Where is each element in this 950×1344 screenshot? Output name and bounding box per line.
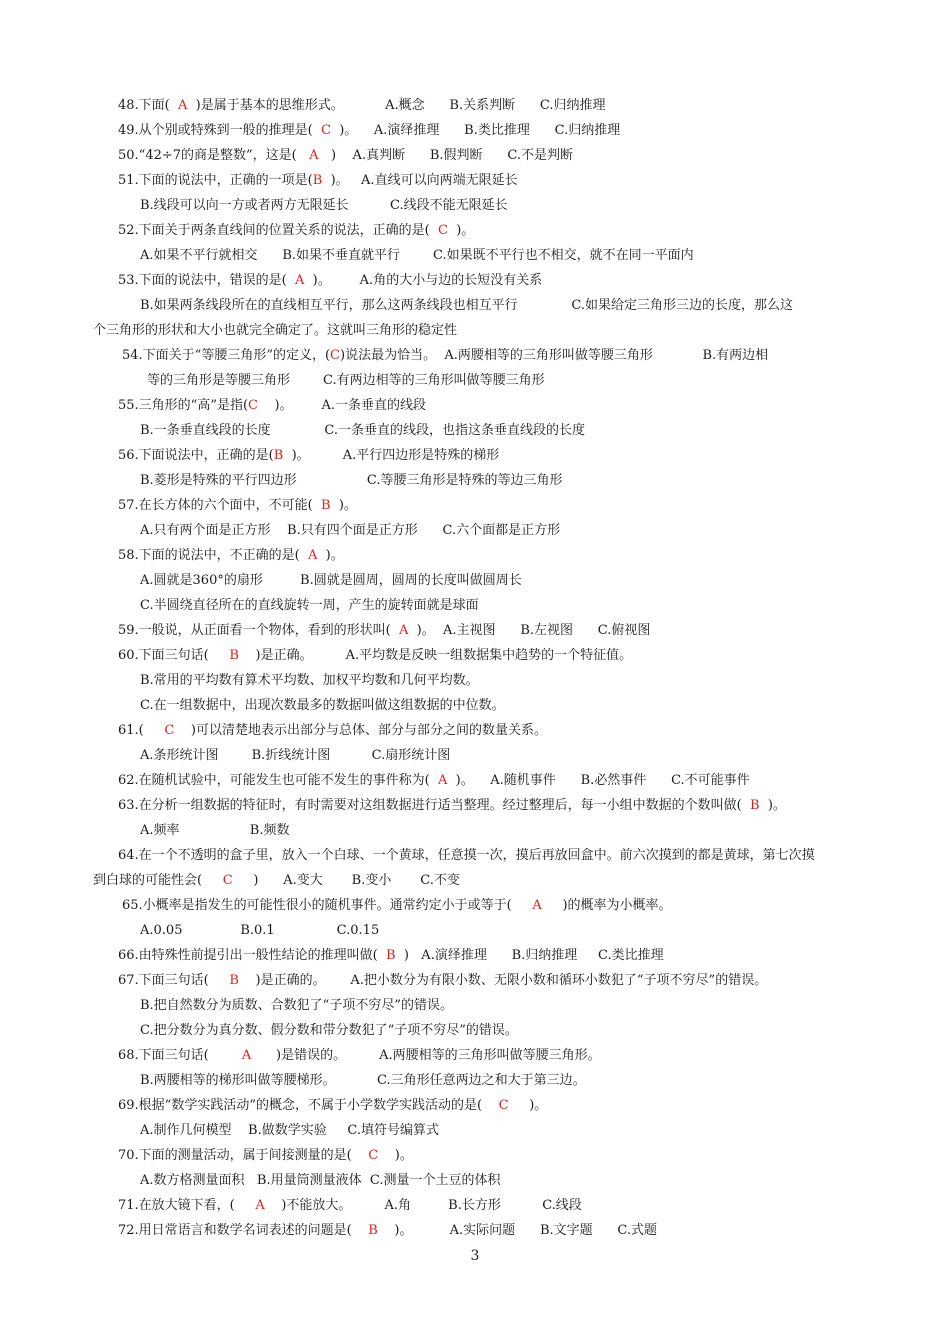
answer-letter: C [222, 873, 233, 888]
option-line [0, 746, 950, 766]
line-text-after: ) A.演绎推理 B.归纳推理 C.类比推理 [395, 948, 664, 963]
line-text: A.只有两个面是正方形 B.只有四个面是正方形 C.六个面都是正方形 [140, 523, 561, 538]
option-line [0, 321, 950, 341]
line-text: A.0.05 B.0.1 C.0.15 [140, 923, 380, 938]
line-text-after: )。 A.角的大小与边的长短没有关系 [304, 273, 543, 288]
line-text: 50.“42÷7的商是整数”，这是( [118, 148, 310, 163]
line-text: B.两腰相等的梯形叫做等腰梯形。 C.三角形任意两边之和大于第三边。 [140, 1073, 586, 1088]
line-text: 70.下面的测量活动，属于间接测量的是( [118, 1148, 369, 1163]
answer-letter: A [532, 898, 542, 913]
question-line [0, 646, 950, 666]
line-text-after: )可以清楚地表示出部分与总体、部分与部分之间的数量关系。 [174, 723, 547, 738]
option-line [0, 1071, 950, 1091]
option-line [0, 1021, 950, 1041]
line-text-after: )。 [330, 498, 357, 513]
answer-letter: A [241, 1048, 252, 1063]
line-text: B.如果两条线段所在的直线相互平行，那么这两条线段也相互平行 C.如果给定三角形三边的长度，那么这 [140, 298, 794, 313]
option-line [0, 846, 950, 866]
option-line [0, 671, 950, 691]
line-text: 56.下面说法中，正确的是( [118, 448, 274, 463]
answer-letter: B [386, 948, 396, 963]
option-line [0, 996, 950, 1016]
question-line [0, 1096, 950, 1116]
question-line [0, 796, 950, 816]
line-text-after: )是属于基本的思维形式。 A.概念 B.关系判断 C.归纳推理 [187, 98, 606, 113]
line-text-after: )是正确。 A.平均数是反映一组数据集中趋势的一个特征值。 [238, 648, 633, 663]
line-text: 53.下面的说法中，错误的是( [118, 273, 296, 288]
answer-letter: C [321, 123, 331, 138]
answer-letter: B [321, 498, 331, 513]
line-text-after: )不能放大。 A.角 B.长方形 C.线段 [264, 1198, 582, 1213]
line-text: B.常用的平均数有算术平均数、加权平均数和几何平均数。 [140, 673, 479, 688]
question-line [0, 221, 950, 241]
line-text: 58.下面的说法中，不正确的是( [118, 548, 309, 563]
question-line [0, 946, 950, 966]
line-text: B.菱形是特殊的平行四边形 C.等腰三角形是特殊的等边三角形 [140, 473, 563, 488]
line-text: 64.在一个不透明的盒子里，放入一个白球、一个黄球，任意摸一次，摸后再放回盒中。前六次摸到的都是黄球，第七次摸 [118, 848, 815, 863]
line-text: B.一条垂直线段的长度 C.一条垂直的线段，也指这条垂直线段的长度 [140, 423, 586, 438]
page-number: 3 [470, 1248, 480, 1264]
question-line [0, 171, 950, 191]
answer-letter: A [438, 773, 448, 788]
question-line [0, 621, 950, 641]
answer-letter: B [229, 648, 239, 663]
option-line [0, 296, 950, 316]
line-text-after: )。 A.随机事件 B.必然事件 C.不可能事件 [447, 773, 750, 788]
question-line [0, 346, 950, 366]
line-text: 65.小概率是指发生的可能性很小的随机事件。通常约定小于或等于( [122, 898, 533, 913]
line-text-after: )。 [447, 223, 475, 238]
option-line [0, 696, 950, 716]
line-text: 60.下面三句话( [118, 648, 230, 663]
answer-letter: A [309, 148, 319, 163]
answer-letter: C [368, 1148, 379, 1163]
option-line [0, 571, 950, 591]
line-text: 61.( [118, 723, 165, 738]
question-line [0, 546, 950, 566]
question-line [0, 146, 950, 166]
question-line [0, 1046, 950, 1066]
answer-letter: A [308, 548, 318, 563]
line-text-after: )。 A.一条垂直的线段 [258, 398, 427, 413]
line-text-after: )的概率为小概率。 [541, 898, 672, 913]
option-line [0, 471, 950, 491]
line-text: A.频率 B.频数 [140, 823, 290, 838]
line-text-after: )。 [378, 1148, 413, 1163]
line-text: 54.下面关于“等腰三角形”的定义，( [122, 348, 331, 363]
answer-letter: C [438, 223, 448, 238]
answer-letter: C [164, 723, 175, 738]
question-line [0, 1221, 950, 1241]
line-text: C.在一组数据中，出现次数最多的数据叫做这组数据的中位数。 [140, 698, 505, 713]
line-text-after: ) A.变大 B.变小 C.不变 [232, 873, 460, 888]
answer-letter: B [750, 798, 760, 813]
line-text: 59.一般说，从正面看一个物体，看到的形状叫( [118, 623, 400, 638]
line-text-after: )是正确的。 A.把小数分为有限小数、无限小数和循环小数犯了“子项不穷尽”的错误。 [238, 973, 768, 988]
line-text: 48.下面( [118, 98, 179, 113]
answer-letter: B [368, 1223, 378, 1238]
question-line [0, 1196, 950, 1216]
answer-letter: A [178, 98, 188, 113]
line-text: 71.在放大镜下看，( [118, 1198, 256, 1213]
option-line [0, 921, 950, 941]
answer-letter: B [273, 448, 284, 463]
line-text: 49.从个别或特殊到一般的推理是( [118, 123, 322, 138]
question-line [0, 121, 950, 141]
line-text: 62.在随机试验中，可能发生也可能不发生的事件称为( [118, 773, 439, 788]
line-text: C.半圆绕直径所在的直线旋转一周，产生的旋转面就是球面 [140, 598, 479, 613]
line-text: 等的三角形是等腰三角形 C.有两边相等的三角形叫做等腰三角形 [147, 373, 545, 388]
question-line [0, 771, 950, 791]
line-text: A.制作几何模型 B.做数学实验 C.填符号编算式 [140, 1123, 440, 1138]
line-text: A.圆就是360°的扇形 B.圆就是圆周，圆周的长度叫做圆周长 [140, 573, 522, 588]
line-text: A.条形统计图 B.折线统计图 C.扇形统计图 [140, 748, 451, 763]
question-line [0, 896, 950, 916]
line-text: 个三角形的形状和大小也就完全确定了。这就叫三角形的稳定性 [93, 323, 458, 338]
answer-letter: C [248, 398, 258, 413]
line-text-after: )是错误的。 A.两腰相等的三角形叫做等腰三角形。 [251, 1048, 601, 1063]
line-text: 51.下面的说法中，正确的一项是( [118, 173, 313, 188]
line-text-after: )。 A.实际问题 B.文字题 C.式题 [377, 1223, 658, 1238]
line-text: A.数方格测量面积 B.用量筒测量液体 C.测量一个土豆的体积 [140, 1173, 501, 1188]
line-text-after: )。 [317, 548, 344, 563]
line-text: 到白球的可能性会( [93, 873, 223, 888]
option-line [0, 521, 950, 541]
option-line [0, 1171, 950, 1191]
line-text: 68.下面三句话( [118, 1048, 242, 1063]
line-text-after: )。 A.演绎推理 B.类比推理 C.归纳推理 [330, 123, 621, 138]
line-text: B.线段可以向一方或者两方无限延长 C.线段不能无限延长 [140, 198, 508, 213]
line-text-after: )。 [759, 798, 786, 813]
answer-letter: A [399, 623, 409, 638]
line-text: 57.在长方体的六个面中，不可能( [118, 498, 322, 513]
question-line [0, 271, 950, 291]
option-line [0, 821, 950, 841]
line-text: 55.三角形的“高”是指( [118, 398, 249, 413]
answer-letter: A [295, 273, 305, 288]
answer-letter: C [330, 348, 340, 363]
line-text-after: )。 A.直线可以向两端无限延长 [322, 173, 518, 188]
line-text: 69.根据“数学实践活动”的概念，不属于小学数学实践活动的是( [118, 1098, 499, 1113]
option-line [0, 596, 950, 616]
question-line [0, 396, 950, 416]
answer-letter: B [229, 973, 239, 988]
option-line [0, 1121, 950, 1141]
line-text-after: )。 A.平行四边形是特殊的梯形 [283, 448, 500, 463]
question-line [0, 1146, 950, 1166]
line-text: C.把分数分为真分数、假分数和带分数犯了“子项不穷尽”的错误。 [140, 1023, 518, 1038]
answer-letter: B [312, 173, 323, 188]
line-text: 66.由特殊性前提引出一般性结论的推理叫做( [118, 948, 387, 963]
question-line [0, 446, 950, 466]
line-text: 63.在分析一组数据的特征时，有时需要对这组数据进行适当整理。经过整理后，每一小组中数据的个数叫做( [118, 798, 751, 813]
line-text: B.把自然数分为质数、合数犯了“子项不穷尽”的错误。 [140, 998, 453, 1013]
line-text-after: )。 [508, 1098, 548, 1113]
question-line [0, 721, 950, 741]
option-line [0, 246, 950, 266]
option-line [0, 421, 950, 441]
question-line [0, 871, 950, 891]
line-text: A.如果不平行就相交 B.如果不垂直就平行 C.如果既不平行也不相交，就不在同一平面内 [140, 248, 694, 263]
question-line [0, 971, 950, 991]
line-text: 72.用日常语言和数学名词表述的问题是( [118, 1223, 369, 1238]
line-text-after: ) A.真判断 B.假判断 C.不是判断 [318, 148, 573, 163]
line-text: 52.下面关于两条直线间的位置关系的说法，正确的是( [118, 223, 439, 238]
answer-letter: A [255, 1198, 265, 1213]
question-line [0, 96, 950, 116]
option-line [0, 196, 950, 216]
question-line [0, 496, 950, 516]
line-text-after: )。 A.主视图 B.左视图 C.俯视图 [408, 623, 651, 638]
line-text: 67.下面三句话( [118, 973, 230, 988]
answer-letter: C [498, 1098, 509, 1113]
line-text-after: )说法最为恰当。 A.两腰相等的三角形叫做等腰三角形 B.有两边相 [340, 348, 769, 363]
option-line [0, 371, 950, 391]
